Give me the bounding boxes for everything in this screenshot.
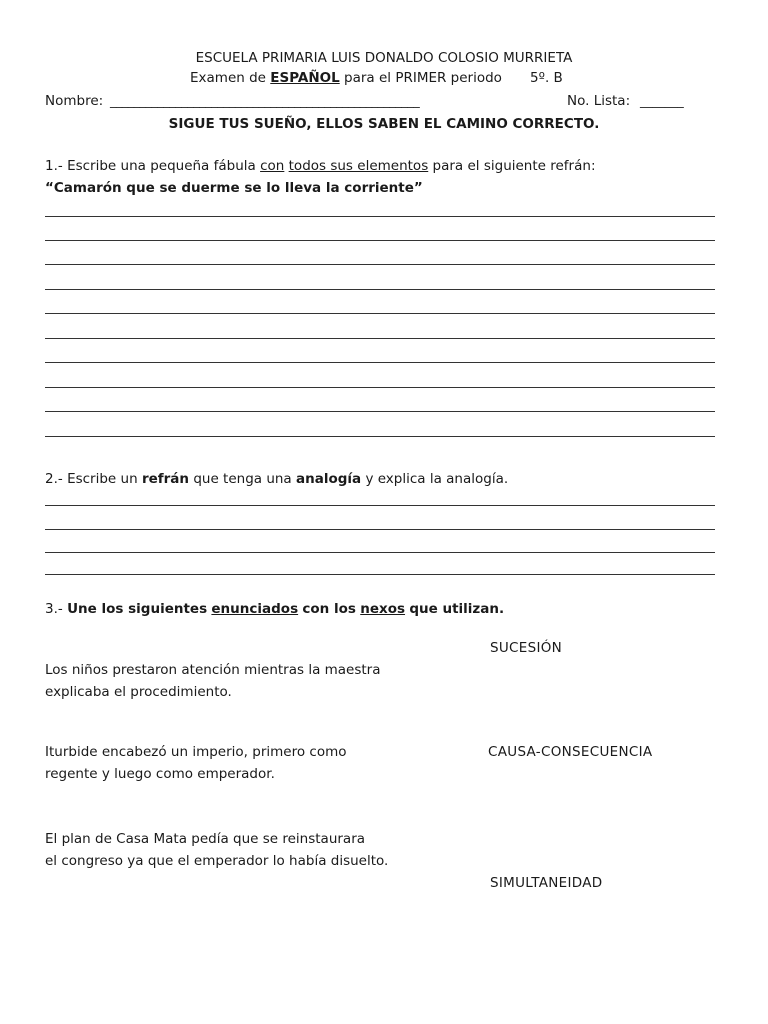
answer-line — [45, 264, 715, 265]
grade: 5º. B — [530, 70, 563, 86]
answer-line — [45, 436, 715, 437]
q1-number: 1.- — [45, 158, 63, 174]
name-line[interactable]: ____________________________________________________ — [110, 93, 420, 108]
statement-2-line-2[interactable]: regente y luego como emperador. — [45, 766, 275, 782]
statement-1-line-2[interactable]: explicaba el procedimiento. — [45, 684, 232, 700]
statement-2-line-1[interactable]: Iturbide encabezó un imperio, primero como — [45, 744, 347, 760]
answer-line — [45, 552, 715, 553]
answer-line — [45, 362, 715, 363]
answer-line — [45, 313, 715, 314]
option-simultaneidad[interactable]: SIMULTANEIDAD — [490, 875, 603, 891]
answer-line — [45, 529, 715, 530]
q3-text-3: que utilizan. — [409, 601, 505, 617]
q1-text-1: Escribe una pequeña fábula — [67, 158, 256, 174]
answer-line — [45, 387, 715, 388]
q2-text-2: que tenga una — [193, 471, 292, 487]
exam-title — [190, 72, 502, 86]
q3-instruction — [45, 603, 504, 617]
q1-instruction — [45, 160, 596, 174]
q1-con: con — [260, 158, 285, 174]
q2-analogia: analogía — [296, 471, 362, 487]
answer-line — [45, 289, 715, 290]
q1-text-2: para el siguiente refrán: — [432, 158, 596, 174]
q1-proverb: “Camarón que se duerme se lo lleva la corriente” — [45, 180, 423, 196]
q2-instruction — [45, 473, 508, 487]
q3-enunciados: enunciados — [211, 601, 299, 617]
answer-line — [45, 411, 715, 412]
q2-text-1: Escribe un — [67, 471, 138, 487]
option-causa-consecuencia[interactable]: CAUSA-CONSECUENCIA — [488, 744, 653, 760]
q3-number: 3.- — [45, 601, 63, 617]
exam-prefix: Examen de — [190, 70, 266, 86]
school-name: ESCUELA PRIMARIA LUIS DONALDO COLOSIO MURRIETA — [195, 50, 573, 66]
statement-3-line-1[interactable]: El plan de Casa Mata pedía que se reinstaurara — [45, 831, 366, 847]
q2-number: 2.- — [45, 471, 63, 487]
list-line[interactable]: _______ — [640, 93, 684, 108]
q2-text-3: y explica la analogía. — [365, 471, 509, 487]
option-sucesion[interactable]: SUCESIÓN — [490, 640, 563, 656]
q3-nexos: nexos — [360, 601, 406, 617]
answer-line — [45, 240, 715, 241]
list-label: No. Lista: — [567, 93, 631, 109]
q3-text-2: con los — [302, 601, 356, 617]
statement-3-line-2[interactable]: el congreso ya que el emperador lo había disuelto. — [45, 853, 389, 869]
motto: SIGUE TUS SUEÑO, ELLOS SABEN EL CAMINO CORRECTO. — [168, 116, 600, 132]
statement-1-line-1[interactable]: Los niños prestaron atención mientras la maestra — [45, 662, 381, 678]
name-label: Nombre: — [45, 93, 104, 109]
exam-subject: ESPAÑOL — [270, 70, 340, 86]
answer-line — [45, 505, 715, 506]
answer-line — [45, 338, 715, 339]
exam-suffix: para el PRIMER periodo — [344, 70, 502, 86]
q3-text-1: Une los siguientes — [67, 601, 208, 617]
q1-elements: todos sus elementos — [288, 158, 429, 174]
q2-refran: refrán — [141, 471, 190, 487]
answer-line — [45, 574, 715, 575]
answer-line — [45, 216, 715, 217]
